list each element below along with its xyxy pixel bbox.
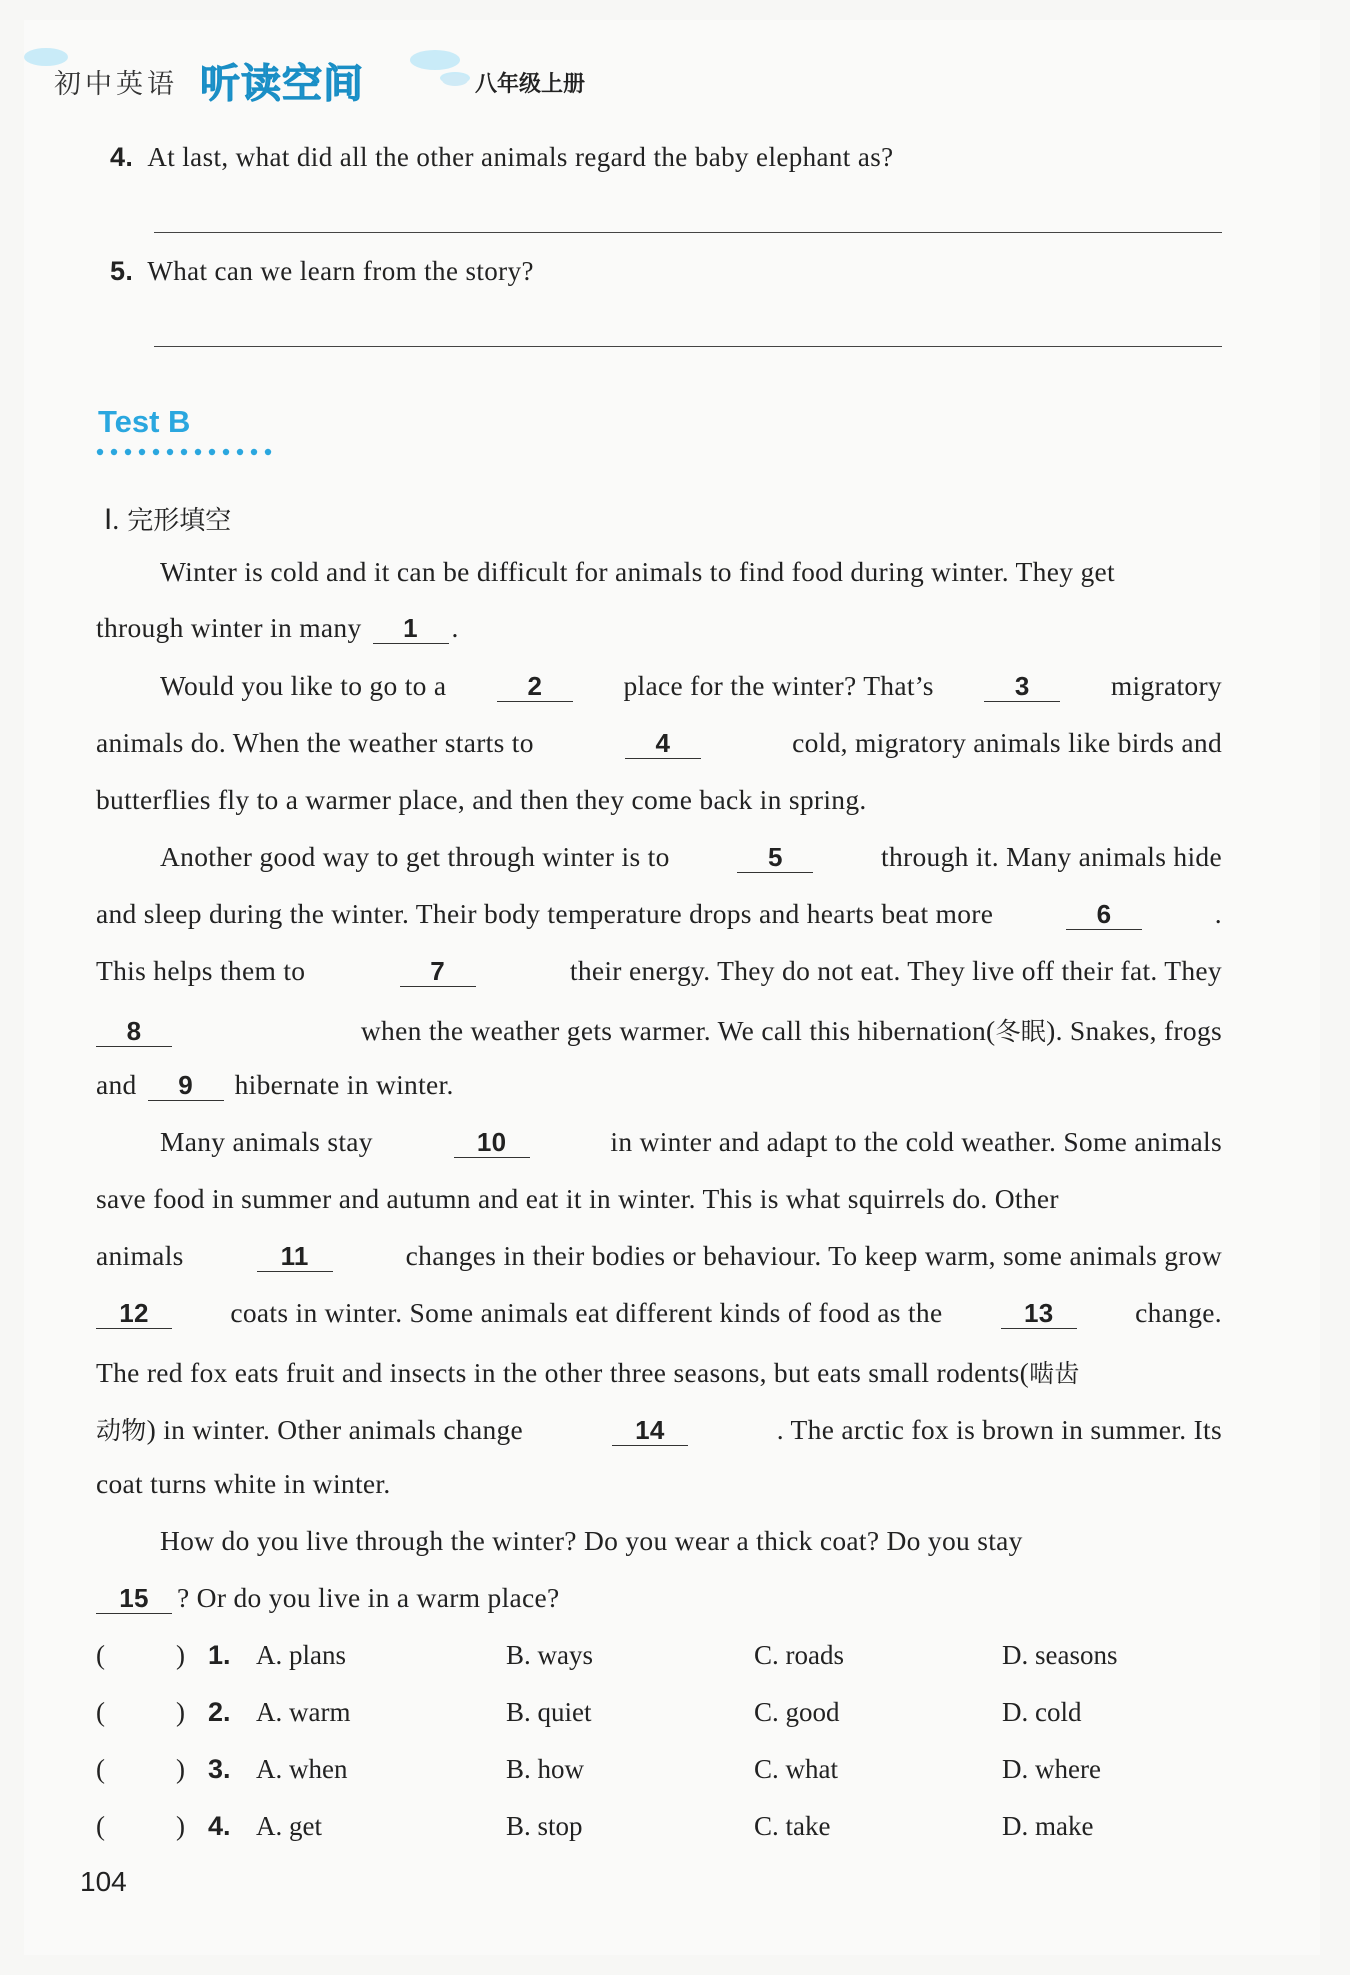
passage-line	[96, 784, 1222, 816]
blank-6[interactable]: 6	[1066, 899, 1142, 930]
option-row-1	[96, 1640, 1226, 1676]
passage-line	[160, 556, 1222, 588]
page-header	[50, 52, 750, 112]
chinese-gloss: 啮齿	[1029, 1359, 1080, 1388]
passage-text: when the weather gets warmer. We call this hibernation(	[360, 1015, 996, 1046]
blank-7[interactable]: 7	[400, 956, 476, 987]
option-row-4	[96, 1811, 1226, 1847]
passage-line	[96, 727, 1222, 759]
passage-line	[96, 1411, 1222, 1447]
passage-line	[96, 955, 1222, 987]
passage-text: place for the winter? That’s	[623, 670, 934, 701]
option-number: 1.	[208, 1640, 231, 1670]
passage-text: butterflies fly to a warmer place, and then they come back in spring.	[96, 784, 867, 815]
answer-paren-close: )	[176, 1640, 185, 1670]
passage-text: animals do. When the weather starts to	[96, 727, 534, 758]
passage-text: Another good way to get through winter is to	[160, 841, 670, 872]
passage-text: coat turns white in winter.	[96, 1468, 391, 1499]
dotted-underline	[96, 448, 276, 456]
option-number: 2.	[208, 1697, 231, 1727]
passage-line	[96, 1297, 1222, 1329]
passage-line	[96, 1468, 1222, 1500]
passage-text: ) in winter. Other animals change	[146, 1414, 524, 1445]
blank-9[interactable]: 9	[148, 1070, 224, 1101]
option-b[interactable]: B. quiet	[506, 1697, 592, 1727]
blank-12[interactable]: 12	[96, 1298, 172, 1329]
passage-text: in winter and adapt to the cold weather. Some animals	[610, 1126, 1222, 1157]
passage-text: and sleep during the winter. Their body temperature drops and hearts beat more	[96, 898, 994, 929]
passage-line	[160, 1126, 1222, 1158]
option-c[interactable]: C. what	[754, 1754, 838, 1784]
passage-text: changes in their bodies or behaviour. To keep warm, some animals grow	[405, 1240, 1222, 1271]
passage-text: migratory	[1110, 670, 1222, 701]
option-a[interactable]: A. when	[256, 1754, 348, 1784]
passage-text: coats in winter. Some animals eat different kinds of food as the	[230, 1297, 943, 1328]
option-number: 3.	[208, 1754, 231, 1784]
chinese-gloss: 冬眠	[995, 1017, 1047, 1046]
question-text: What can we learn from the story?	[147, 256, 534, 286]
passage-text: .	[1214, 898, 1222, 929]
option-a[interactable]: A. get	[256, 1811, 322, 1841]
option-b[interactable]: B. stop	[506, 1811, 583, 1841]
passage-text: change.	[1135, 1297, 1222, 1328]
passage-line	[160, 670, 1222, 702]
passage-text: How do you live through the winter? Do you wear a thick coat? Do you stay	[160, 1525, 1023, 1556]
option-row-3	[96, 1754, 1226, 1790]
passage-line	[96, 1012, 1222, 1048]
blank-5[interactable]: 5	[737, 842, 813, 873]
passage-line	[96, 898, 1222, 930]
passage-line	[96, 1069, 1222, 1101]
passage-line	[96, 1354, 1222, 1390]
answer-paren-close: )	[176, 1811, 185, 1841]
blank-1[interactable]: 1	[373, 613, 449, 644]
blank-8[interactable]: 8	[96, 1016, 172, 1047]
passage-text: ). Snakes, frogs	[1046, 1015, 1222, 1046]
section-title: 完形填空	[127, 506, 232, 536]
blank-15[interactable]: 15	[96, 1583, 172, 1614]
answer-line[interactable]	[154, 346, 1222, 347]
chinese-gloss: 动物	[96, 1416, 147, 1445]
answer-paren-close: )	[176, 1754, 185, 1784]
answer-paren-close: )	[176, 1697, 185, 1727]
option-d[interactable]: D. make	[1002, 1811, 1094, 1841]
passage-text: animals	[96, 1240, 184, 1271]
blank-11[interactable]: 11	[257, 1241, 333, 1272]
option-c[interactable]: C. good	[754, 1697, 840, 1727]
option-b[interactable]: B. how	[506, 1754, 585, 1784]
option-b[interactable]: B. ways	[506, 1640, 593, 1670]
option-a[interactable]: A. warm	[256, 1697, 351, 1727]
passage-text: .	[451, 612, 459, 643]
option-d[interactable]: D. seasons	[1002, 1640, 1118, 1670]
section-number: Ⅰ.	[104, 505, 120, 536]
option-d[interactable]: D. where	[1002, 1754, 1101, 1784]
passage-text: and	[96, 1069, 137, 1100]
passage-text: . The arctic fox is brown in summer. Its	[776, 1414, 1222, 1445]
passage-text: through it. Many animals hide	[881, 841, 1222, 872]
option-c[interactable]: C. take	[754, 1811, 831, 1841]
answer-paren-open[interactable]: (	[96, 1811, 105, 1841]
passage-line	[96, 1582, 1222, 1614]
question-number: 4.	[110, 142, 134, 172]
test-title: Test B	[98, 404, 191, 439]
page-number: 104	[80, 1866, 127, 1897]
passage-line	[96, 612, 1222, 644]
question-number: 5.	[110, 256, 134, 286]
answer-paren-open[interactable]: (	[96, 1754, 105, 1784]
passage-text: Many animals stay	[160, 1126, 373, 1157]
passage-text: hibernate in winter.	[234, 1069, 454, 1100]
option-row-2	[96, 1697, 1226, 1733]
blank-10[interactable]: 10	[454, 1127, 530, 1158]
question-5	[110, 256, 534, 287]
option-d[interactable]: D. cold	[1002, 1697, 1082, 1727]
passage-text: This helps them to	[96, 955, 306, 986]
section-heading	[104, 500, 231, 537]
option-c[interactable]: C. roads	[754, 1640, 844, 1670]
blank-2[interactable]: 2	[497, 671, 573, 702]
passage-line	[160, 1525, 1222, 1557]
passage-text: save food in summer and autumn and eat it in winter. This is what squirrels do. Other	[96, 1183, 1059, 1214]
series-title: 初中英语	[54, 69, 178, 100]
passage-text: cold, migratory animals like birds and	[792, 727, 1222, 758]
passage-text: The red fox eats fruit and insects in the other three seasons, but eats small rodents(	[96, 1357, 1030, 1388]
answer-paren-open[interactable]: (	[96, 1640, 105, 1670]
blank-3[interactable]: 3	[984, 671, 1060, 702]
grade-label: 八年级上册	[475, 72, 586, 97]
question-4	[110, 142, 894, 173]
passage-line	[96, 1240, 1222, 1272]
question-text: At last, what did all the other animals regard the baby elephant as?	[147, 142, 894, 172]
blank-13[interactable]: 13	[1001, 1298, 1077, 1329]
passage-text: their energy. They do not eat. They live off their fat. They	[569, 955, 1222, 986]
blank-4[interactable]: 4	[625, 728, 701, 759]
option-number: 4.	[208, 1811, 231, 1841]
blank-14[interactable]: 14	[612, 1415, 688, 1446]
passage-text: through winter in many	[96, 612, 362, 643]
answer-paren-open[interactable]: (	[96, 1697, 105, 1727]
passage-line	[96, 1183, 1222, 1215]
brand-logo: 听读空间	[200, 61, 364, 107]
passage-text: Winter is cold and it can be difficult for animals to find food during winter. They get	[160, 556, 1115, 587]
option-a[interactable]: A. plans	[256, 1640, 346, 1670]
passage-text: ? Or do you live in a warm place?	[177, 1582, 560, 1613]
passage-line	[160, 841, 1222, 873]
answer-line[interactable]	[154, 232, 1222, 233]
passage-text: Would you like to go to a	[160, 670, 447, 701]
